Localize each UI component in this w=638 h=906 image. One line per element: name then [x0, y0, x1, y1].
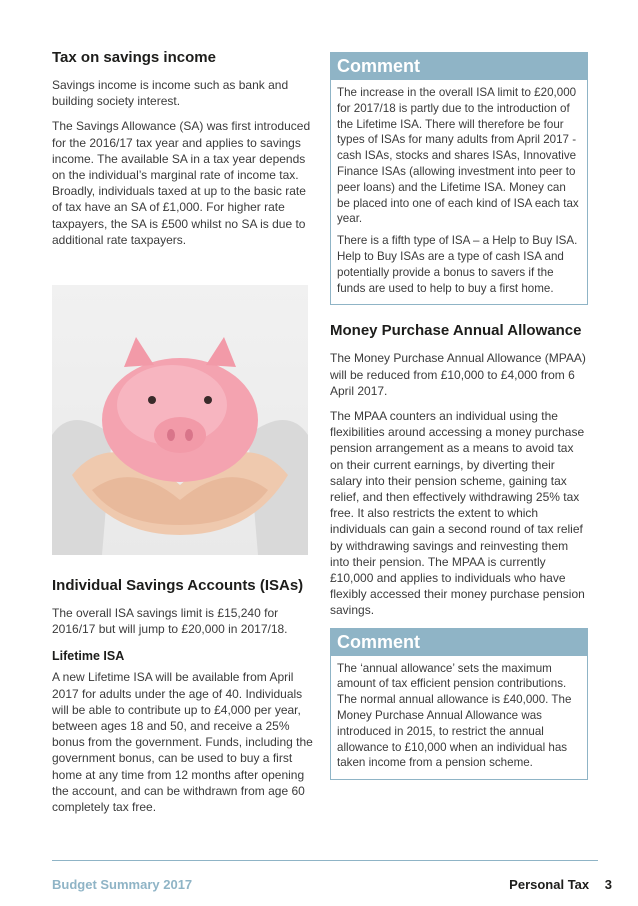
footer-section [509, 877, 612, 892]
mpaa-detail-paragraph: The MPAA counters an individual using the flexibilities around accessing a money purchase pension arrangement as a means to avoid tax on their current earnings, by diverting their salary into their pension scheme, gaining tax relief, and then effectively withdrawing 25% tax free. It also restricts the extent to which individuals can gain a second round of tax relief by withdrawing savings and reinvesting them into their pension. The MPAA is currently £10,000 and applies to individuals who have flexibly accessed their money purchase pension savings. [330, 408, 585, 618]
savings-allowance-paragraph: The Savings Allowance (SA) was first introduced for the 2016/17 tax year and applies to savings income. The available SA in a tax year depends on the individual’s marginal rate of income tax. Broadly, individuals taxed at up to the basic rate of tax have an SA of £1,000. For higher rate taxpayers, the SA is £500 whilst no SA is due to additional rate taxpayers. [52, 119, 311, 247]
piggy-bank-in-hands-illustration [52, 285, 308, 555]
isa-limit-paragraph: The overall ISA savings limit is £15,240 for 2016/17 but will jump to £20,000 in 2017/18. [52, 606, 288, 637]
comment-isa-paragraph-2: There is a fifth type of ISA – a Help to Buy ISA. Help to Buy ISAs are a type of cash ISA and potentially provide a bonus to savers if the funds are used to help to buy a first home. [337, 234, 578, 295]
comment-annual-allowance-paragraph: The ‘annual allowance’ sets the maximum amount of tax efficient pension contributions. The normal annual allowance is £40,000. The Money Purchase Annual Allowance was introduced in 2015, to restrict the annual allowance to £10,000 when an individual has taken income from a pension scheme. [337, 661, 572, 770]
page-number: 3 [604, 877, 612, 892]
heading-lifetime-isa: Lifetime ISA [52, 649, 125, 664]
heading-mpaa: Money Purchase Annual Allowance [330, 322, 582, 340]
heading-tax-on-savings: Tax on savings income [52, 49, 216, 66]
comment-title: Comment [331, 53, 587, 80]
heading-isas: Individual Savings Accounts (ISAs) [52, 577, 304, 594]
comment-title: Comment [331, 629, 587, 656]
left-column [52, 48, 314, 257]
mpaa-intro-paragraph: The Money Purchase Annual Allowance (MPAA) will be reduced from £10,000 to £4,000 from 6 April 2017. [330, 351, 586, 398]
comment-isa-paragraph-1: The increase in the overall ISA limit to £20,000 for 2017/18 is partly due to the introduction of the Lifetime ISA. There will therefore be four types of ISAs for many adults from April 2017 - cash ISAs, stocks and shares ISAs, Innovative Finance ISAs (allowing investment into peer to peer loans) and the Lifetime ISA. Money can be placed into one of each kind of ISA each tax year. [337, 86, 579, 226]
right-column [330, 52, 588, 792]
comment-box-annual-allowance [330, 628, 588, 781]
footer-divider [52, 860, 598, 861]
lifetime-isa-paragraph: A new Lifetime ISA will be available from April 2017 for adults under the age of 40. Individuals will be able to contribute up to £4,000 per year, between ages 18 and 50, and receive a 25% bonus from the government. Funds, including the government bonus, can be used to buy a first home at any time from 12 months after opening the account, and can be withdrawn from age 60 completely tax free. [52, 670, 313, 815]
left-column-lower [52, 576, 314, 824]
savings-intro-paragraph: Savings income is income such as bank and building society interest. [52, 78, 289, 109]
footer-document-title: Budget Summary 2017 [52, 877, 193, 892]
piggy-bank-photo [52, 285, 308, 555]
footer-section-title: Personal Tax [509, 877, 590, 892]
comment-box-isa [330, 52, 588, 305]
